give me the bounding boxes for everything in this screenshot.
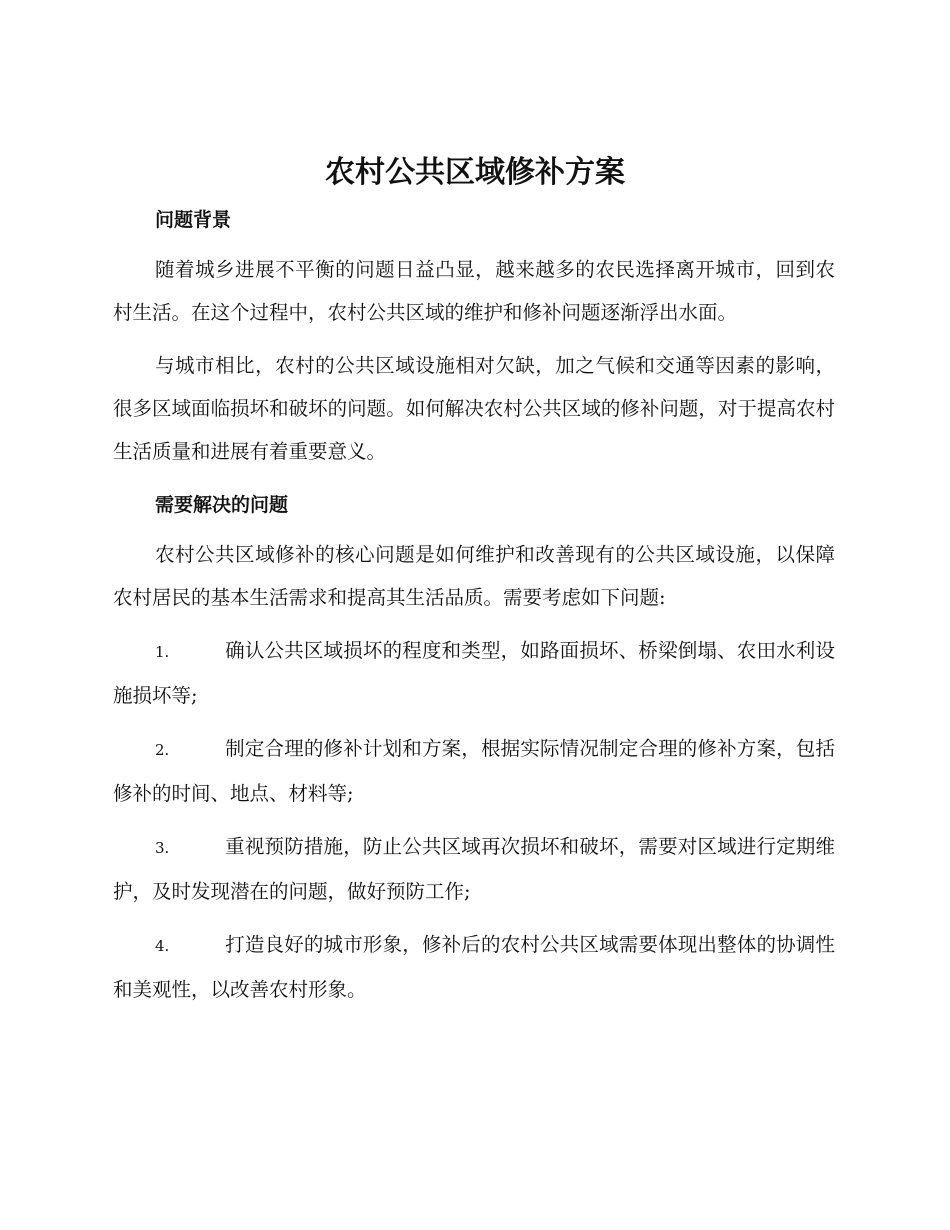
background-paragraph-1: 随着城乡进展不平衡的问题日益凸显，越来越多的农民选择离开城市，回到农村生活。在这个过程中，农村公共区域的维护和修补问题逐渐浮出水面。 (113, 258, 835, 324)
list-item-number: 1. (155, 643, 170, 661)
list-item-text: 重视预防措施，防止公共区域再次损坏和破坏，需要对区域进行定期维护，及时发现潜在的问题，做好预防工作; (113, 835, 835, 903)
list-item (113, 923, 835, 1011)
section-heading-problems: 需要解决的问题 (155, 494, 289, 516)
list-item-number: 4. (155, 937, 170, 955)
list-item-number: 2. (155, 741, 170, 759)
section-heading-background: 问题背景 (155, 209, 232, 231)
document-title: 农村公共区域修补方案 (325, 155, 625, 190)
document-body (113, 198, 835, 1021)
list-item-number: 3. (155, 839, 170, 857)
list-item (113, 825, 835, 913)
list-item-text: 打造良好的城市形象，修补后的农村公共区域需要体现出整体的协调性和美观性，以改善农村形象。 (113, 933, 835, 1001)
list-item (113, 629, 835, 717)
list-item-text: 制定合理的修补计划和方案，根据实际情况制定合理的修补方案，包括修补的时间、地点、材料等; (113, 737, 835, 805)
background-paragraph-2: 与城市相比，农村的公共区域设施相对欠缺，加之气候和交通等因素的影响，很多区域面临损坏和破坏的问题。如何解决农村公共区域的修补问题，对于提高农村生活质量和进展有着重要意义。 (113, 354, 835, 463)
list-item (113, 727, 835, 815)
problems-paragraph-1: 农村公共区域修补的核心问题是如何维护和改善现有的公共区域设施，以保障农村居民的基本生活需求和提高其生活品质。需要考虑如下问题: (113, 543, 835, 609)
list-item-text: 确认公共区域损坏的程度和类型，如路面损坏、桥梁倒塌、农田水利设施损坏等; (113, 639, 835, 707)
